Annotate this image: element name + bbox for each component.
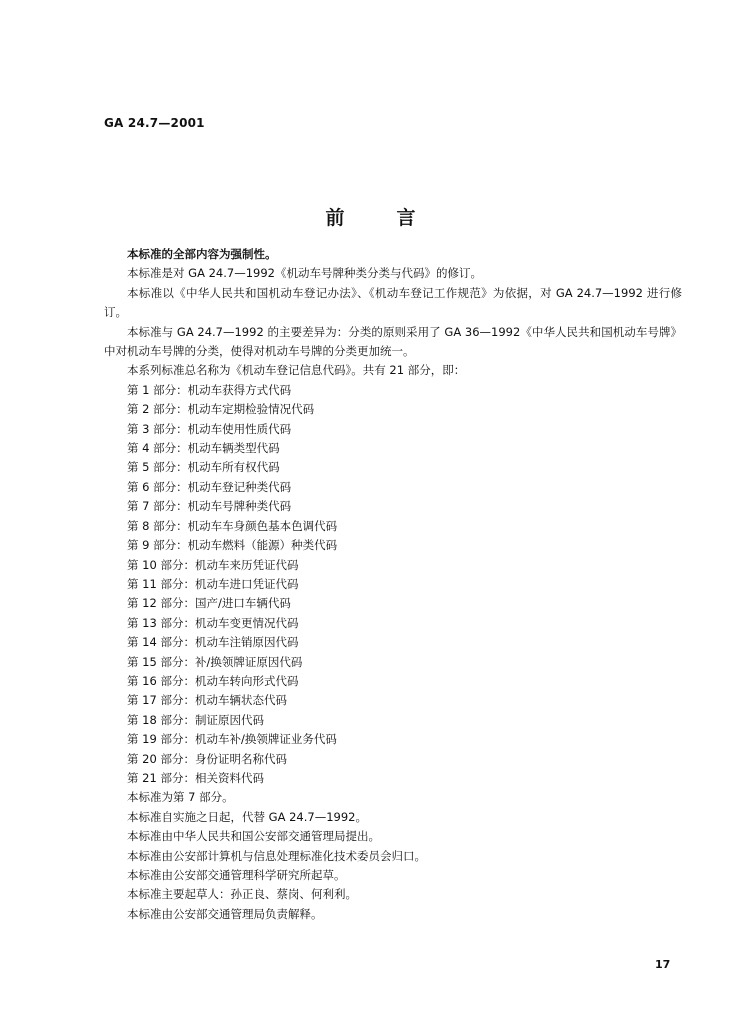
list-item: 第 7 部分：机动车号牌种类代码 (127, 499, 292, 514)
list-item: 第 5 部分：机动车所有权代码 (127, 460, 280, 475)
list-item: 第 1 部分：机动车获得方式代码 (127, 382, 292, 397)
list-item: 第 11 部分：机动车进口凭证代码 (127, 576, 299, 591)
series-statement: 本系列标准总名称为《机动车登记信息代码》。共有 21 部分，即： (127, 363, 466, 378)
differences-statement: 本标准与 GA 24.7—1992 的主要差异为：分类的原则采用了 GA 36—1992《中华人民共和国机动车号牌》中对机动车号牌的分类，使得对机动车号牌的分类更加统一。 (104, 324, 682, 359)
list-item: 第 14 部分：机动车注销原因代码 (127, 635, 299, 650)
page-number: 17 (655, 958, 671, 971)
interpretation-statement: 本标准由公安部交通管理局负责解释。 (127, 906, 323, 921)
centralized-statement: 本标准由公安部计算机与信息处理标准化技术委员会归口。 (127, 848, 426, 863)
list-item: 第 13 部分：机动车变更情况代码 (127, 615, 299, 630)
parts-list (104, 381, 682, 789)
revision-statement: 本标准是对 GA 24.7—1992《机动车号牌种类分类与代码》的修订。 (127, 266, 482, 281)
list-item: 第 20 部分：身份证明名称代码 (127, 751, 287, 766)
list-item: 第 9 部分：机动车燃料（能源）种类代码 (127, 538, 338, 553)
basis-statement: 本标准以《中华人民共和国机动车登记办法》、《机动车登记工作规范》为依据，对 GA 24.7—1992 进行修订。 (104, 285, 682, 320)
list-item: 第 16 部分：机动车转向形式代码 (127, 673, 299, 688)
list-item: 第 21 部分：相关资料代码 (127, 770, 264, 785)
list-item: 第 4 部分：机动车辆类型代码 (127, 441, 280, 456)
replacement-statement: 本标准自实施之日起，代替 GA 24.7—1992。 (127, 809, 367, 824)
list-item: 第 2 部分：机动车定期检验情况代码 (127, 402, 315, 417)
list-item: 第 3 部分：机动车使用性质代码 (127, 421, 292, 436)
drafter-statement: 本标准由公安部交通管理科学研究所起草。 (127, 868, 346, 882)
list-item: 第 12 部分：国产/进口车辆代码 (127, 596, 291, 611)
list-item: 第 19 部分：机动车补/换领牌证业务代码 (127, 732, 337, 747)
list-item: 第 18 部分：制证原因代码 (127, 712, 264, 727)
part-number-statement: 本标准为第 7 部分。 (127, 790, 234, 805)
proposer-statement: 本标准由中华人民共和国公安部交通管理局提出。 (127, 829, 380, 844)
standard-code: GA 24.7—2001 (104, 116, 205, 130)
page-title: 前言 (325, 207, 468, 229)
authors-statement: 本标准主要起草人：孙正良、蔡岗、何利利。 (127, 887, 357, 902)
list-item: 第 17 部分：机动车辆状态代码 (127, 693, 287, 708)
mandatory-statement: 本标准的全部内容为强制性。 (127, 247, 277, 261)
list-item: 第 15 部分：补/换领牌证原因代码 (127, 654, 303, 669)
list-item: 第 6 部分：机动车登记种类代码 (127, 479, 292, 494)
list-item: 第 10 部分：机动车来历凭证代码 (127, 557, 299, 572)
list-item: 第 8 部分：机动车车身颜色基本色调代码 (127, 518, 338, 533)
document-body (104, 245, 682, 924)
